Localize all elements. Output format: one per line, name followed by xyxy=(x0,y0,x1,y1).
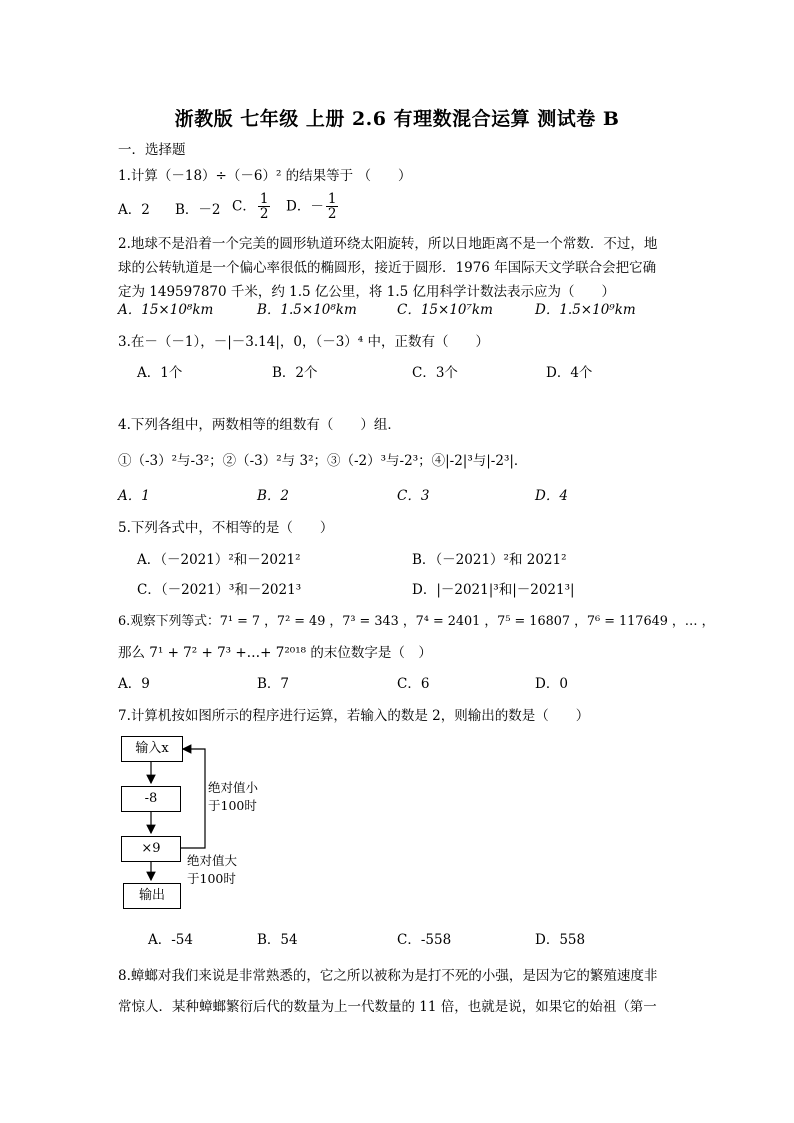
q2-option-c: C．15×10⁷km xyxy=(397,302,493,318)
q5-stem: 5.下列各式中，不相等的是（ ） xyxy=(118,520,334,536)
q2-line-1: 2.地球不是沿着一个完美的圆形轨道环绕太阳旋转，所以日地距离不是一个常数．不过，地 xyxy=(118,236,658,252)
fraction: $\frac{1}{2}$ xyxy=(259,191,269,222)
q3-option-a: A．1个 xyxy=(137,365,183,381)
section-heading: 一．选择题 xyxy=(118,142,186,158)
q1-option-a: A．2 xyxy=(118,202,150,218)
q7-stem: 7.计算机按如图所示的程序进行运算，若输入的数是 2，则输出的数是（ ） xyxy=(118,708,590,724)
flow-note-less: 绝对值小 于100时 xyxy=(208,780,259,813)
q2-line-2: 球的公转轨道是一个偏心率很低的椭圆形，接近于圆形．1976 年国际天文学联合会把它确 xyxy=(118,260,657,276)
q3-option-b: B．2个 xyxy=(272,365,318,381)
q6-option-b: B．7 xyxy=(257,676,290,692)
q7-option-c: C．-558 xyxy=(397,932,452,948)
q6-option-c: C．6 xyxy=(397,676,430,692)
q2-option-b: B．1.5×10⁸km xyxy=(257,302,357,318)
q3-option-c: C．3个 xyxy=(412,365,458,381)
q4-items: ①（-3）²与-3²；②（-3）²与 3²；③（-2）³与-2³；④|-2|³与|-2³|． xyxy=(118,453,528,469)
q6-line-2: 那么 7¹ + 7² + 7³ +…+ 7²⁰¹⁸ 的末位数字是（ ） xyxy=(118,645,432,661)
q6-line-1: 6.观察下列等式：7¹ = 7 ，7² = 49 ，7³ = 343 ，7⁴ = 2401 ，7⁵ = 16807 ，7⁶ = 117649 ，… ， xyxy=(118,614,715,629)
q1-stem: 1.计算（－18）÷（－6）² 的结果等于 （ ） xyxy=(118,168,412,184)
flow-note-more: 绝对值大 于100时 xyxy=(187,853,238,886)
q5-option-b: B．（－2021）²和 2021² xyxy=(412,552,567,568)
q2-option-d: D．1.5×10⁹km xyxy=(535,302,636,318)
q5-option-d: D．|－2021|³和|－2021³| xyxy=(412,582,575,598)
flow-loop-arrow xyxy=(180,749,205,848)
flow-input-box: 输入x xyxy=(121,736,183,762)
q8-line-2: 常惊人．某种蟑螂繁衍后代的数量为上一代数量的 11 倍，也就是说，如果它的始祖（第一 xyxy=(118,999,657,1015)
q5-option-c: C．（－2021）³和－2021³ xyxy=(137,582,302,598)
q1-option-d: D．－ $\frac{1}{2}$ xyxy=(286,191,337,222)
q2-line-3: 定为 149597870 千米，约 1.5 亿公里，将 1.5 亿用科学计数法表示应为（ ） xyxy=(118,284,615,300)
q6-option-a: A．9 xyxy=(118,676,150,692)
q6-option-d: D．0 xyxy=(535,676,568,692)
q2-option-a: A．15×10⁸km xyxy=(118,302,214,318)
q7-option-a: A．-54 xyxy=(148,932,193,948)
page-title: 浙教版 七年级 上册 2.6 有理数混合运算 测试卷 B xyxy=(174,108,620,130)
q4-stem: 4.下列各组中，两数相等的组数有（ ）组． xyxy=(118,417,401,433)
flow-output-box: 输出 xyxy=(123,883,181,909)
q1-option-c: C． $\frac{1}{2}$ xyxy=(232,191,269,222)
q5-option-a: A．（－2021）²和－2021² xyxy=(137,552,301,568)
q4-option-a: A．1 xyxy=(118,488,150,504)
q1-option-b: B．－2 xyxy=(175,202,221,218)
q7-option-b: B．54 xyxy=(257,932,298,948)
q4-option-d: D．4 xyxy=(535,488,568,504)
q4-option-b: B．2 xyxy=(257,488,290,504)
flow-times-box: ×9 xyxy=(121,836,181,862)
q7-option-d: D．558 xyxy=(535,932,586,948)
q4-option-c: C．3 xyxy=(397,488,430,504)
q3-option-d: D．4个 xyxy=(546,365,593,381)
q8-line-1: 8.蟑螂对我们来说是非常熟悉的，它之所以被称为是打不死的小强，是因为它的繁殖速度非 xyxy=(118,968,658,984)
q3-stem: 3.在－（－1），－|－3.14|，0，（－3）⁴ 中，正数有（ ） xyxy=(118,334,490,350)
flow-minus-box: -8 xyxy=(121,786,181,812)
fraction: $\frac{1}{2}$ xyxy=(327,191,337,222)
